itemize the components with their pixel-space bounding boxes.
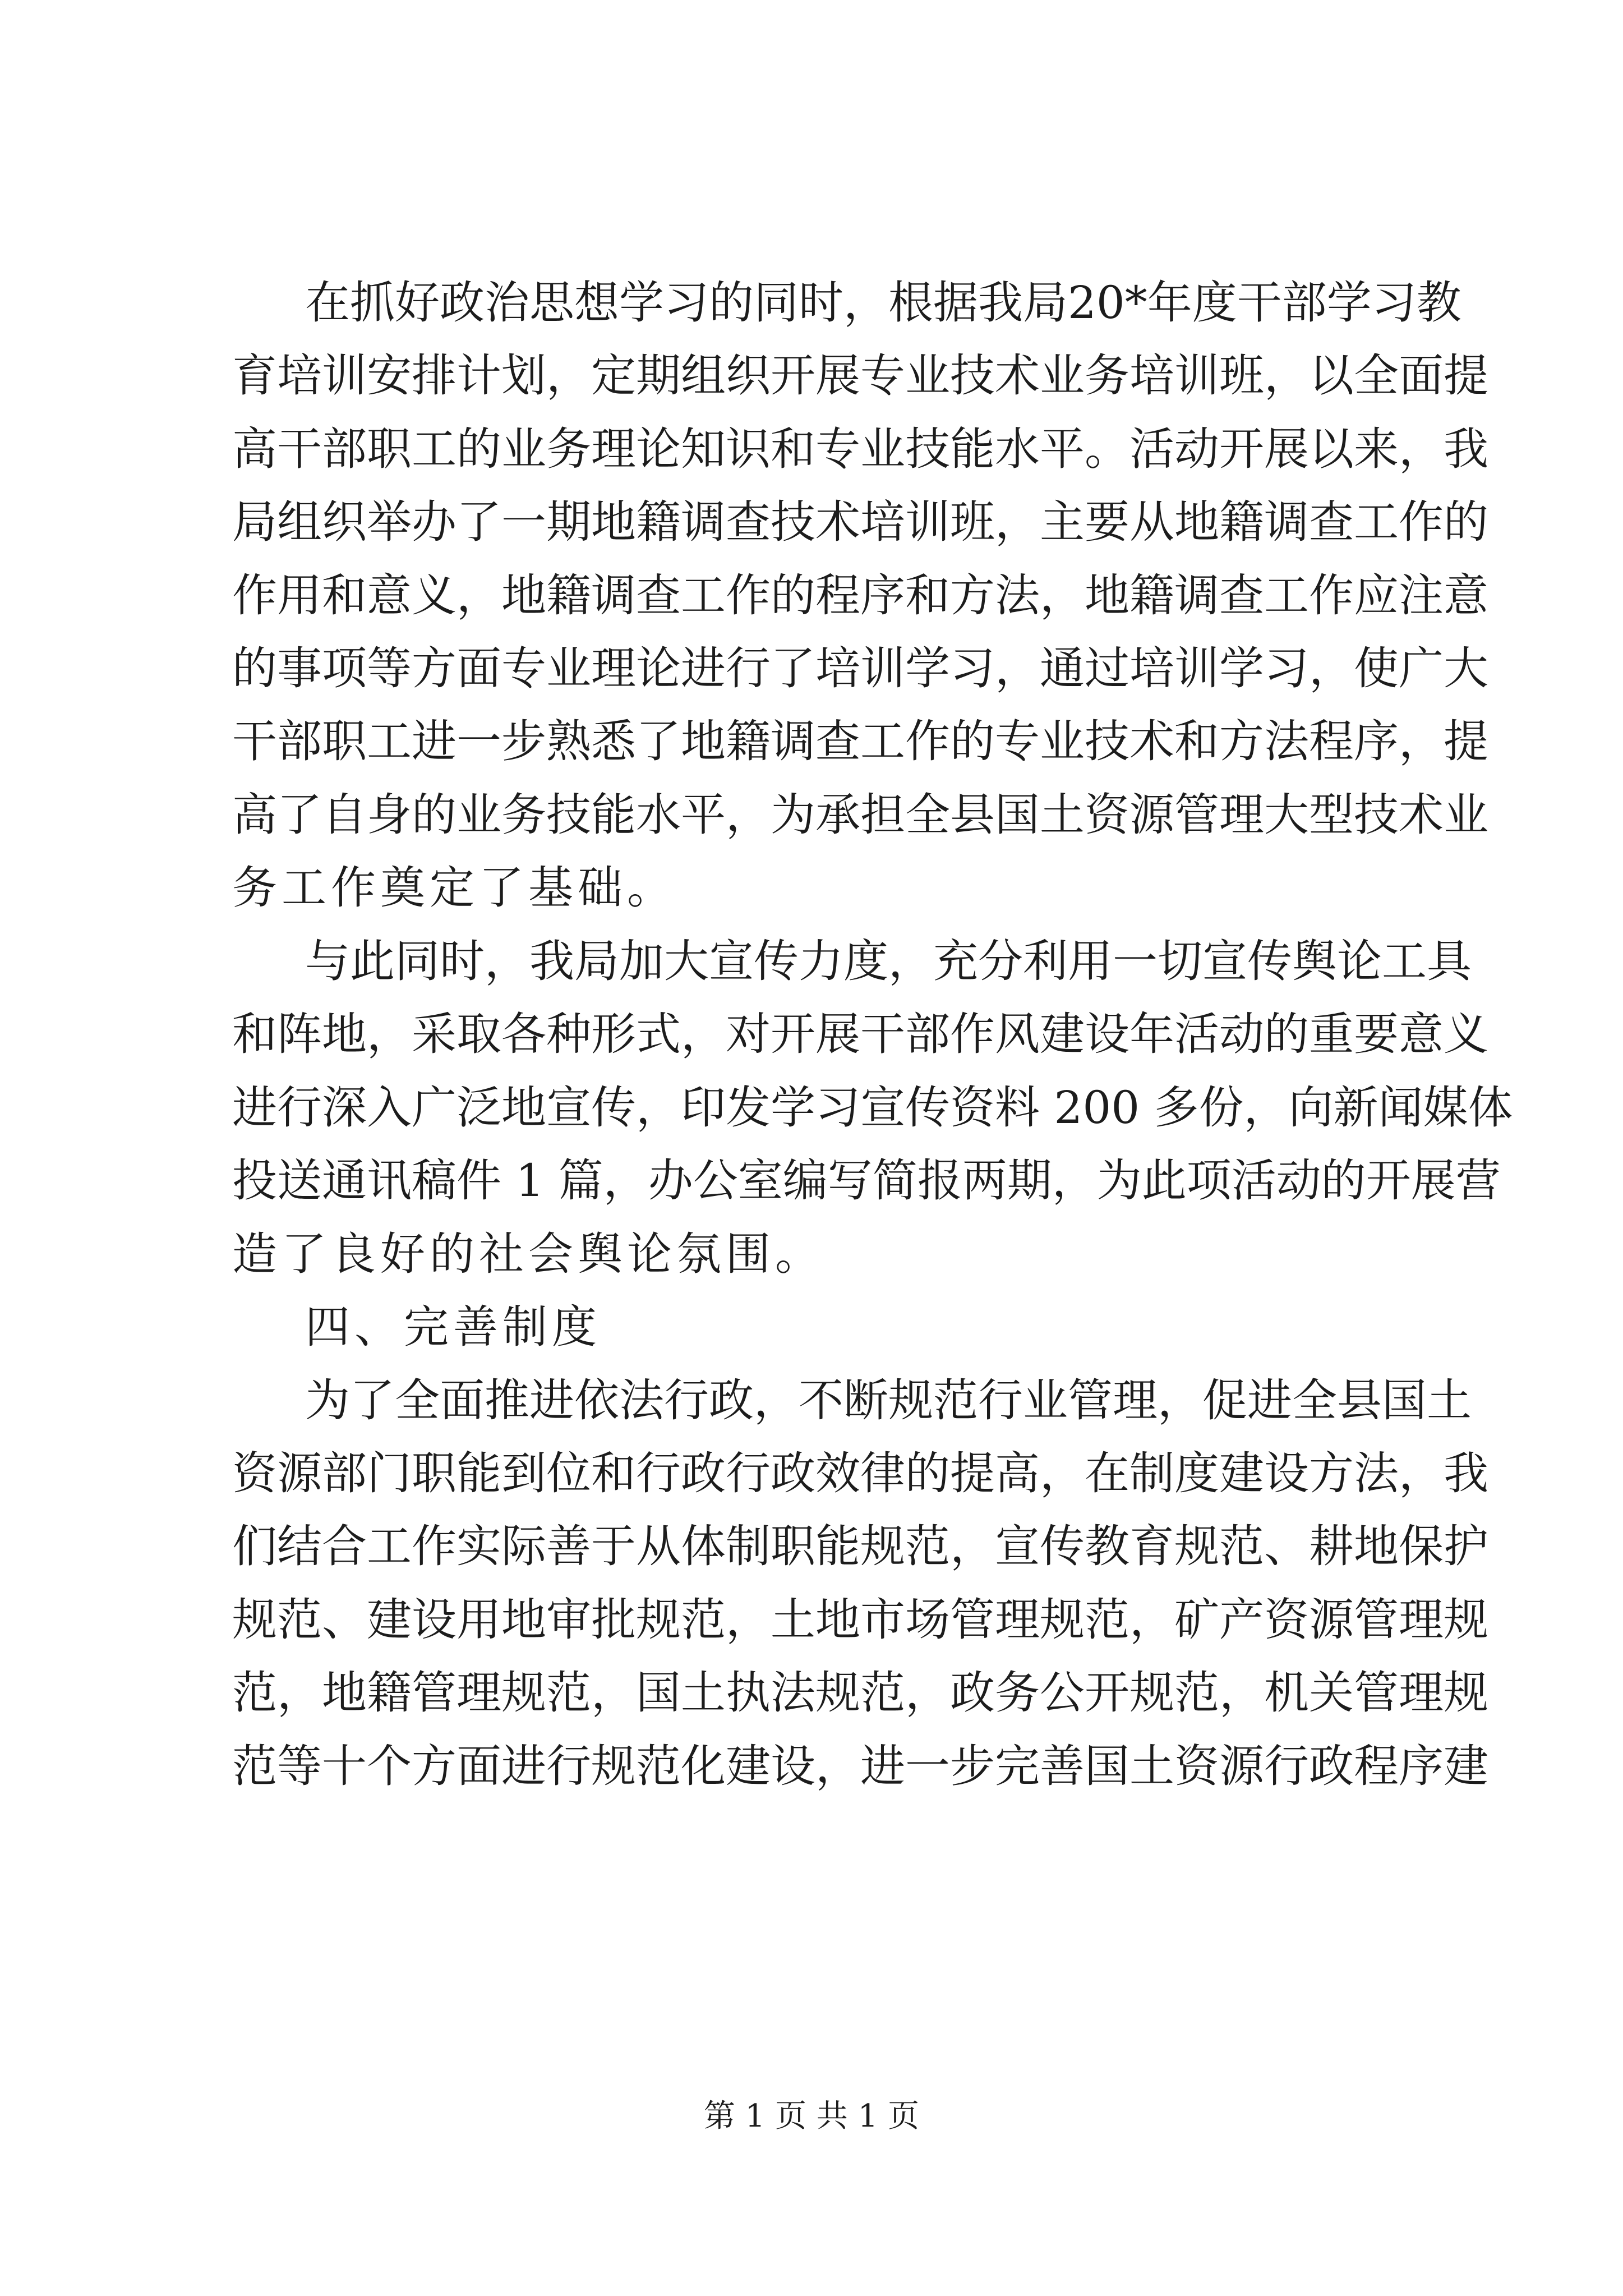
paragraph-system-line-3: 们结合工作实际善于从体制职能规范，宣传教育规范、耕地保护 [232,1520,1488,1572]
paragraph-system-line-5: 范，地籍管理规范，国土执法规范，政务公开规范，机关管理规 [232,1667,1488,1719]
paragraph-publicity-line-1: 与此同时，我局加大宣传力度，充分利用一切宣传舆论工具 [305,935,1472,987]
paragraph-publicity-line-4: 投送通讯稿件 1 篇，办公室编写简报两期，为此项活动的开展营 [232,1154,1501,1207]
paragraph-training-line-5: 作用和意义，地籍调查工作的程序和方法，地籍调查工作应注意 [232,569,1488,622]
paragraph-system-line-4: 规范、建设用地审批规范，土地市场管理规范，矿产资源管理规 [232,1594,1488,1646]
paragraph-publicity-line-3: 进行深入广泛地宣传，印发学习宣传资料 200 多份，向新闻媒体 [232,1082,1513,1134]
paragraph-publicity-line-5: 造了良好的社会舆论氛围。 [232,1228,824,1280]
paragraph-training-line-4: 局组织举办了一期地籍调查技术培训班，主要从地籍调查工作的 [232,496,1488,548]
paragraph-publicity-line-2: 和阵地，采取各种形式，对开展干部作风建设年活动的重要意义 [232,1008,1488,1060]
paragraph-training-line-2: 育培训安排计划，定期组织开展专业技术业务培训班，以全面提 [232,349,1488,402]
paragraph-training-line-6: 的事项等方面专业理论进行了培训学习，通过培训学习，使广大 [232,642,1488,694]
paragraph-training-line-3: 高干部职工的业务理论知识和专业技能水平。活动开展以来，我 [232,423,1488,475]
paragraph-system-line-6: 范等十个方面进行规范化建设，进一步完善国土资源行政程序建 [232,1740,1488,1792]
paragraph-training-line-8: 高了自身的业务技能水平，为承担全县国土资源管理大型技术业 [232,789,1488,841]
paragraph-training-line-9: 务工作奠定了基础。 [232,862,676,914]
paragraph-system-line-1: 为了全面推进依法行政，不断规范行业管理，促进全县国土 [305,1374,1472,1427]
paragraph-training-line-1: 在抓好政治思想学习的同时，根据我局20*年度干部学习教 [305,277,1461,329]
section-heading: 四、完善制度 [305,1301,601,1353]
paragraph-system-line-2: 资源部门职能到位和行政行政效律的提高，在制度建设方法，我 [232,1447,1488,1499]
page-number-footer: 第 1 页 共 1 页 [703,2098,920,2134]
paragraph-training-line-7: 干部职工进一步熟悉了地籍调查工作的专业技术和方法程序，提 [232,715,1488,767]
